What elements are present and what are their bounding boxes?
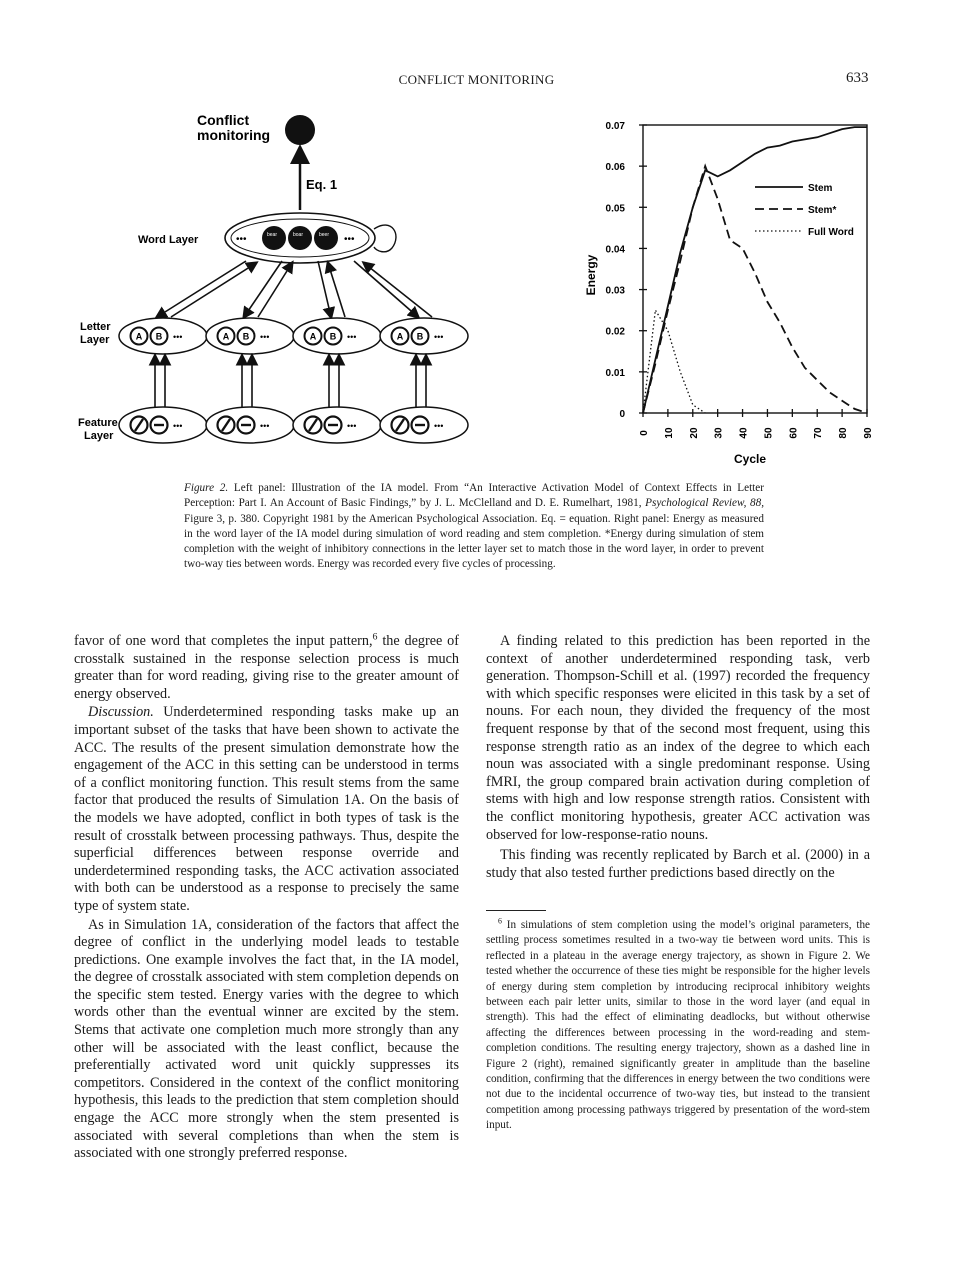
x-tick-label: 80 bbox=[838, 427, 850, 439]
word-unit-1 bbox=[262, 226, 286, 250]
equation-label: Eq. 1 bbox=[306, 177, 338, 192]
svg-text:beer: beer bbox=[319, 232, 330, 238]
svg-text:•••: ••• bbox=[236, 234, 247, 245]
y-tick-label: 0.01 bbox=[605, 367, 625, 379]
svg-text:B: B bbox=[416, 331, 424, 342]
y-tick-label: 0.04 bbox=[605, 244, 625, 256]
figure-caption bbox=[184, 481, 764, 573]
word-unit-3 bbox=[314, 226, 338, 250]
svg-text:•••: ••• bbox=[344, 234, 355, 245]
x-tick-label: 0 bbox=[639, 430, 650, 436]
paragraph: favor of one word that completes the input pattern,$^6$ the degree of crosstalk sustained in the response selection process is much greater than for word reading, giving rise to the greater amount of energy observed. bbox=[74, 631, 459, 702]
svg-text:•••: ••• bbox=[347, 332, 357, 342]
svg-text:boar: boar bbox=[293, 232, 304, 238]
paragraph: This finding was recently replicated by Barch et al. (2000) in a study that also tested further predictions based directly on the bbox=[486, 847, 870, 881]
page-number: 633 bbox=[846, 70, 869, 86]
legend-label: Full Word bbox=[808, 227, 854, 238]
svg-text:A: A bbox=[135, 331, 143, 342]
x-tick-label: 60 bbox=[788, 427, 800, 439]
svg-text:A: A bbox=[396, 331, 404, 342]
caption-journal: Psychological Review, 88, bbox=[645, 497, 764, 510]
svg-text:B: B bbox=[155, 331, 163, 342]
svg-text:Layer: Layer bbox=[80, 334, 110, 346]
energy-chart bbox=[555, 105, 885, 475]
svg-text:Layer: Layer bbox=[84, 430, 114, 442]
y-tick-label: 0.02 bbox=[605, 326, 625, 338]
right-column bbox=[486, 633, 870, 882]
x-tick-label: 70 bbox=[813, 427, 825, 439]
y-tick-label: 0.06 bbox=[605, 162, 625, 174]
legend-label: Stem* bbox=[808, 205, 837, 216]
caption-text2: Figure 3, p. 380. Copyright 1981 by the American Psychological Association. Eq. = equation. Right panel: Energy as measured in the word layer of the IA model during simulation of word reading and stem completion. *Energy during simulation of stem completion with the weight of inhibitory connections in the letter layer set to match those in the word layer, in order to prevent two-way ties between words. Energy was recorded every five cycles of processing. bbox=[184, 512, 764, 571]
svg-text:B: B bbox=[242, 331, 250, 342]
footnote-rule bbox=[486, 910, 546, 911]
x-axis-title: Cycle bbox=[733, 452, 767, 466]
series-line-solid bbox=[643, 127, 867, 413]
svg-text:Letter: Letter bbox=[80, 321, 111, 333]
word-layer-label: Word Layer bbox=[138, 234, 199, 246]
conflict-label-line1: Conflict bbox=[197, 112, 250, 128]
svg-text:•••: ••• bbox=[260, 332, 270, 342]
ia-model-diagram bbox=[70, 105, 500, 455]
running-title: CONFLICT MONITORING bbox=[398, 72, 555, 87]
y-tick-label: 0.07 bbox=[605, 121, 625, 132]
x-tick-label: 90 bbox=[863, 427, 874, 439]
y-tick-label: 0 bbox=[619, 409, 625, 420]
legend-label: Stem bbox=[808, 183, 833, 194]
svg-text:•••: ••• bbox=[173, 421, 183, 431]
svg-text:•••: ••• bbox=[173, 332, 183, 342]
paragraph: As in Simulation 1A, consideration of the factors that affect the degree of conflict in the underlying model leads to testable predictions. One example involves the fact that, in the IA model, the degree of crosstalk associated with stem completion depends on the specific stem tested. Energy varies with the degree to which words other than the eventual winner are excited by the stem. Stems that activate one completion much more strongly than any other will be associated with the least conflict, because the preferentially activated word unit quickly suppresses its competitors. Considered in the context of the conflict monitoring hypothesis, this leads to the prediction that stem completion should engage the ACC more strongly when the stem presented is associated with several completions than when the stem is associated with one strongly preferred response. bbox=[74, 916, 459, 1162]
footnote: $^6$ In simulations of stem completion using the model’s original parameters, the settling process sometimes resulted in a two-way tie between word units. This is reflected in a plateau in the average energy trajectory, as shown in Figure 2. We tested whether the occurrence of these ties might be responsible for the higher levels of energy during stem completion by introducing reciprocal inhibitory weights between each pair letter units, similar to those in the word layer (and equal in strength). This had the effect of eliminating deadlocks, but without otherwise affecting the differences between processing in the word-reading and stem-completion conditions. The resulting energy trajectory, shown as a dashed line in Figure 2 (right), remained significantly greater in amplitude than the baseline condition, confirming that the differences in energy between the two conditions were not due to the incidental occurrence of two-way ties, but instead to the transient competition among processing pathways triggered by presentation of the word-stem input. bbox=[486, 916, 870, 1132]
series-line-dotted bbox=[643, 310, 705, 413]
svg-text:B: B bbox=[329, 331, 337, 342]
word-unit-2 bbox=[288, 226, 312, 250]
svg-text:•••: ••• bbox=[347, 421, 357, 431]
series-line-dashed bbox=[643, 166, 867, 413]
paragraph: A finding related to this prediction has been reported in the context of another underdetermined responding task, verb generation. Thompson-Schill et al. (1997) recorded the frequency with which specific responses were elicited in this task by a set of nouns. For each noun, they divided the frequency of the most frequent response by that of the second most frequent, using this response strength ratio as an index of the degree to which each noun was associated with a single predominant response. Using fMRI, the group compared brain activation during completion of stems with high and low response strength ratios. Consistent with the conflict monitoring hypothesis, greater ACC activation was observed for low-response-ratio nouns. bbox=[486, 633, 870, 843]
caption-text: Left panel: Illustration of the IA model. From “An Interactive Activation Model of Context Effects in Letter Perception: Part I. An Account of Basic Findings,” by J. L. McClelland and D. E. Rumelhart, 1981, bbox=[184, 482, 764, 510]
left-column bbox=[74, 633, 459, 1163]
svg-text:Feature: Feature bbox=[78, 417, 118, 429]
svg-text:bear: bear bbox=[267, 232, 278, 238]
conflict-monitoring-node bbox=[285, 115, 315, 145]
conflict-label-line2: monitoring bbox=[197, 127, 271, 143]
svg-text:•••: ••• bbox=[434, 421, 444, 431]
x-tick-label: 50 bbox=[763, 427, 775, 439]
paragraph-discussion: Discussion. Underdetermined responding tasks make up an important subset of the tasks that have been shown to activate the ACC. The results of the present simulation demonstrate how the engagement of the ACC in this setting can be understood in terms of a conflict monitoring function. This result stems from the same factor that produced the results of Simulation 1A. On the basis of the models we have adopted, conflict in both types of task is the result of crosstalk between processing pathways. Thus, despite the superficial differences between response override and underdetermined responding tasks, the ACC activation associated with both can be understood as a response to precisely the same type of system state. bbox=[74, 704, 459, 914]
x-tick-label: 40 bbox=[738, 427, 750, 439]
svg-text:A: A bbox=[222, 331, 230, 342]
y-axis-title: Energy bbox=[584, 254, 598, 296]
y-tick-label: 0.03 bbox=[605, 285, 625, 297]
x-tick-label: 10 bbox=[663, 427, 675, 439]
y-tick-label: 0.05 bbox=[605, 203, 625, 215]
svg-text:A: A bbox=[309, 331, 317, 342]
x-tick-label: 20 bbox=[688, 427, 700, 439]
x-tick-label: 30 bbox=[713, 427, 725, 439]
svg-text:•••: ••• bbox=[260, 421, 270, 431]
svg-text:•••: ••• bbox=[434, 332, 444, 342]
figure-label: Figure 2. bbox=[184, 482, 229, 494]
